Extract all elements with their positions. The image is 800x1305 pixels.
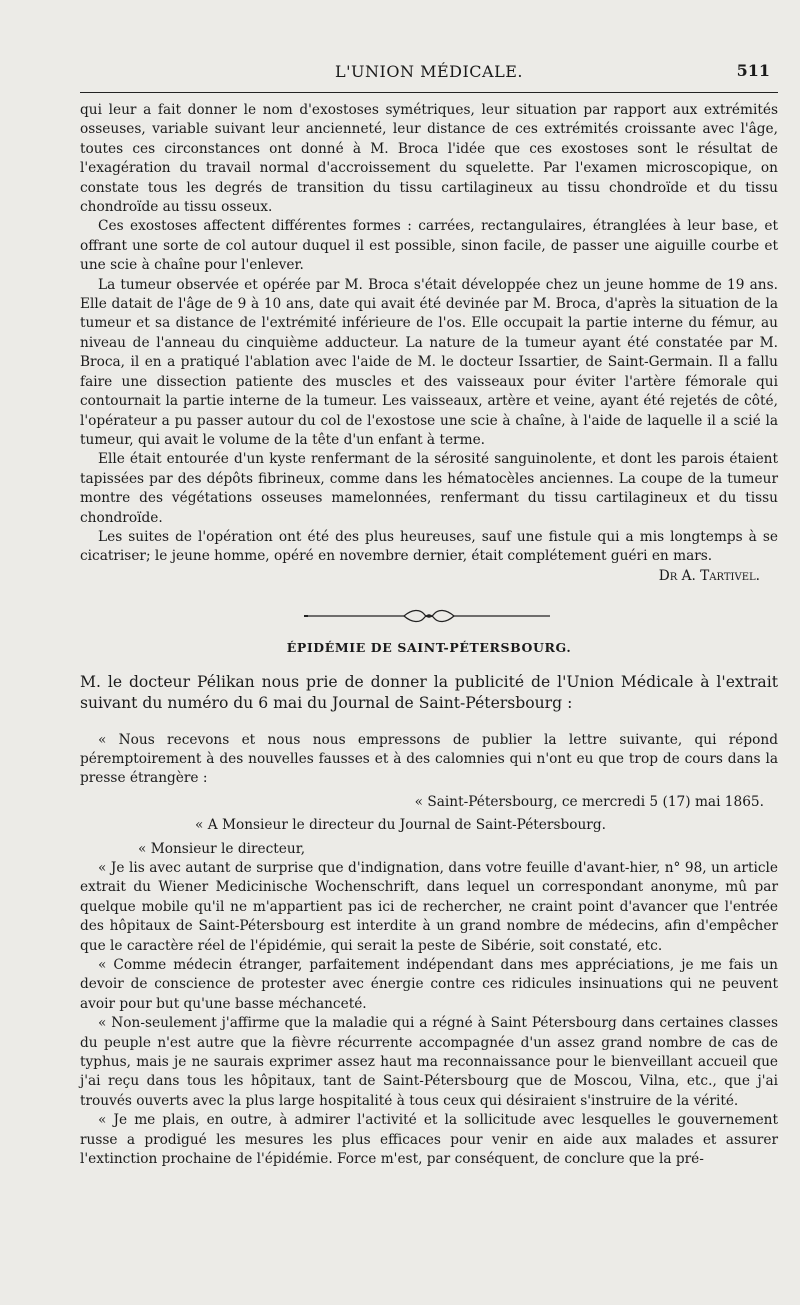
ornamental-divider: [304, 608, 554, 624]
paragraph: Elle était entourée d'un kyste renfermant de la sérosité sanguinolente, et dont les parois étaient tapissées par des dépôts fibrineux, comme dans les hématocèles anciennes. La coupe de la tumeur montre des végétations osseuses mamelonnées, renfermant du tissu cartilagineux et du tissu chondroïde.: [80, 451, 778, 526]
paragraph: qui leur a fait donner le nom d'exostoses symétriques, leur situation par rapport aux extrémités osseuses, variable suivant leur ancienneté, leur distance de ces extrémités croissante avec l'âge, toutes ces circonstances ont donné à M. Broca l'idée que ces exostoses sont le résultat de l'exagération du travail normal d'accroissement du squelette. Par l'examen microscopique, on constate tous les degrés de transition du tissu cartilagineux au tissu chondroïde et du tissu chondroïde au tissu osseux.: [80, 102, 778, 216]
dateline: « Saint-Pétersbourg, ce mercredi 5 (17) mai 1865.: [414, 793, 764, 810]
letter-paragraph: « Comme médecin étranger, parfaitement indépendant dans mes appréciations, je me fais un devoir de conscience de protester avec énergie contre ces ridicules insinuations qui ne peuvent avoir pour but qu'une basse méchanceté.: [80, 957, 778, 1012]
letter-paragraph: « Je lis avec autant de surprise que d'indignation, dans votre feuille d'avant-hier, n° 98, un article extrait du Wiener Medicinische Wochenschrift, dans lequel un correspondant anonyme, mû par quelque mobile qu'il ne m'appartient pas ici de rechercher, ne craint point d'avancer que l'entrée des hôpitaux de Saint-Pétersbourg est interdite à un grand nombre de médecins, afin d'empêcher que le caractère réel de l'épidémie, qui serait la peste de Sibérie, soit constaté, etc.: [80, 860, 778, 954]
letter-paragraph: « Non-seulement j'affirme que la maladie qui a régné à Saint Pétersbourg dans certaines classes du peuple n'est autre que la fièvre récurrente accompagnée d'un assez grand nombre de cas de typhus, mais je ne saurais exprimer assez haut ma reconnaissance pour le bienveillant accueil que j'ai reçu dans tous les hôpitaux, tant de Saint-Pétersbourg que de Moscou, Vilna, etc., que j'ai trouvés ouverts avec la plus large hospitalité à tous ceux qui désiraient s'instruire de la vérité.: [80, 1015, 778, 1109]
letter-address: « A Monsieur le directeur du Journal de Saint-Pétersbourg.: [195, 817, 606, 834]
letter-salutation: « Monsieur le directeur,: [138, 840, 306, 857]
running-title: L'UNION MÉDICALE.: [335, 62, 523, 81]
body-text: [80, 101, 778, 1170]
signature: Dr A. Tartivel.: [658, 567, 760, 584]
section-lead: M. le docteur Pélikan nous prie de donner la publicité de l'Union Médicale à l'extrait suivant du numéro du 6 mai du Journal de Saint-Pétersbourg :: [80, 672, 778, 713]
page-number: 511: [736, 61, 770, 80]
letter-intro: « Nous recevons et nous nous empressons de publier la lettre suivante, qui répond péremptoirement à des nouvelles fausses et à des calomnies qui n'ont eu que trop de cours dans la presse étrangère :: [80, 731, 778, 787]
running-head: [80, 60, 778, 88]
paragraph: Les suites de l'opération ont été des plus heureuses, sauf une fistule qui a mis longtemps à se cicatriser; le jeune homme, opéré en novembre dernier, était complétement guéri en mars.: [80, 528, 778, 565]
section-title: ÉPIDÉMIE DE SAINT-PÉTERSBOURG.: [286, 640, 572, 656]
paragraph: Ces exostoses affectent différentes formes : carrées, rectangulaires, étranglées à leur base, et offrant une sorte de col autour duquel il est possible, sinon facile, de passer une aiguille courbe et une scie à chaîne pour l'enlever.: [80, 218, 778, 274]
header-rule: [80, 92, 778, 93]
letter-paragraph: « Je me plais, en outre, à admirer l'activité et la sollicitude avec lesquelles le gouvernement russe a prodigué les mesures les plus efficaces pour venir en aide aux malades et assurer l'extinction prochaine de l'épidémie. Force m'est, par conséquent, de conclure que la pré-: [80, 1112, 778, 1168]
paragraph: La tumeur observée et opérée par M. Broca s'était développée chez un jeune homme de 19 ans. Elle datait de l'âge de 9 à 10 ans, date qui avait été devinée par M. Broca, d'après la situation de la tumeur et sa distance de l'extrémité inférieure de l'os. Elle occupait la partie interne du fémur, au niveau de l'anneau du cinquième adducteur. La nature de la tumeur ayant été constatée par M. Broca, il en a pratiqué l'ablation avec l'aide de M. le docteur Issartier, de Saint-Germain. Il a fallu faire une dissection patiente des muscles et des vaisseaux pour éviter l'artère fémorale qui contournait la partie interne de la tumeur. Les vaisseaux, artère et veine, ayant été rejetés de côté, l'opérateur a pu passer autour du col de l'exostose une scie à chaîne, à l'aide de laquelle il a scié la tumeur, qui avait le volume de la tête d'un enfant à terme.: [80, 276, 778, 448]
letter: [80, 731, 778, 1170]
